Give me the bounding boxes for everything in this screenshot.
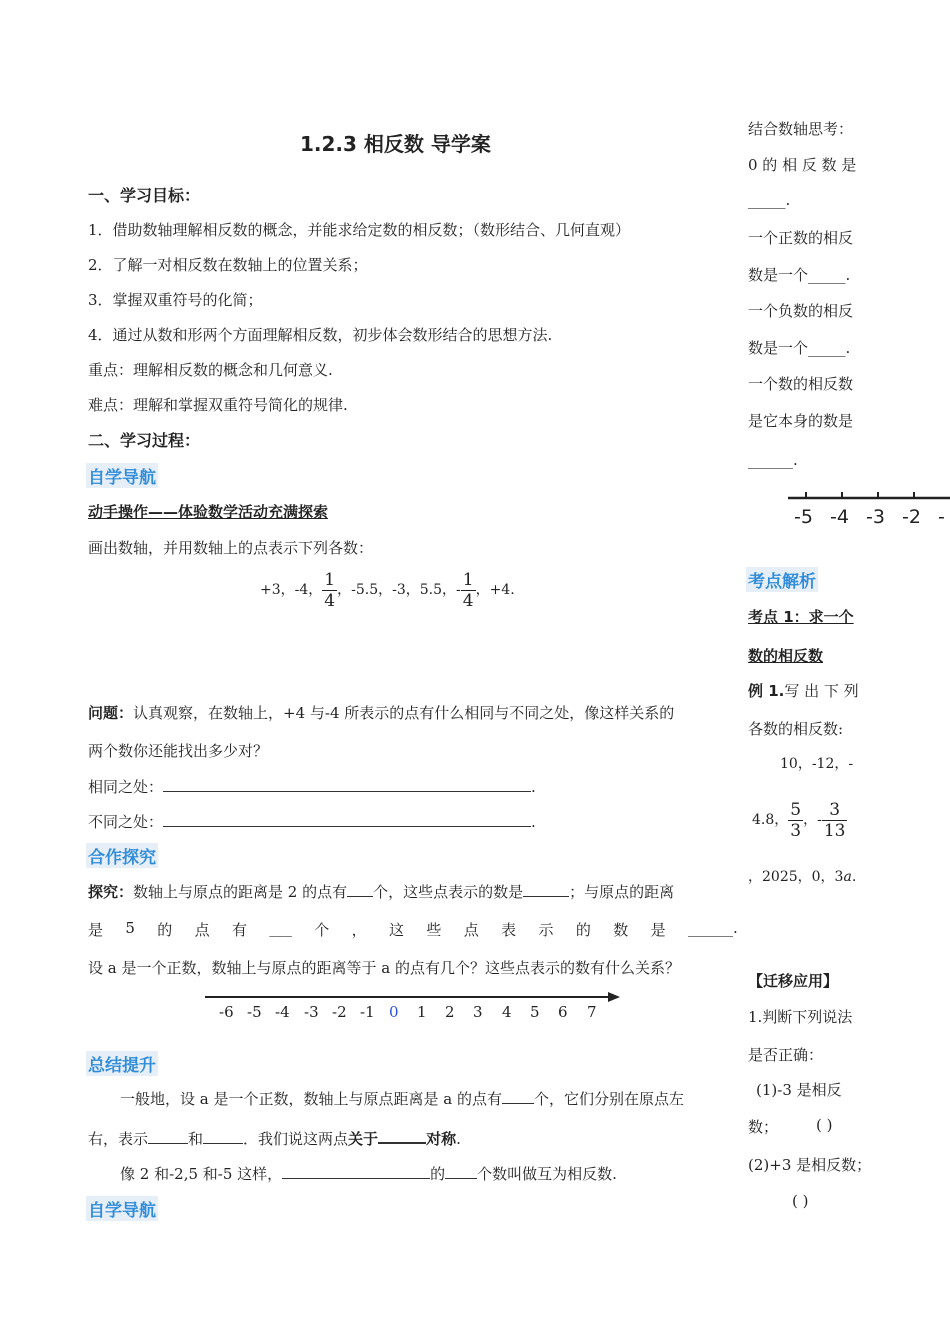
frac-a-num: 5 [790, 799, 802, 820]
kaodian-2: 数的相反数 [748, 647, 824, 665]
sidebar-pos-1: 一个正数的相反 [748, 229, 854, 247]
question-text-2: 两个数你还能找出多少对？ [88, 742, 269, 760]
example-label: 例 1. [748, 682, 785, 700]
number-axis-sidebar [785, 488, 950, 508]
numbers-part2: ，-5.5，-3，5.5，- [337, 582, 461, 598]
same-blank[interactable] [163, 777, 531, 792]
tick-label: -3 [304, 1003, 319, 1021]
summary-3c: 个数叫做互为相反数. [477, 1165, 617, 1183]
frac-a-den: 3 [790, 820, 802, 841]
sidebar-pos-2: 数是一个_____. [748, 266, 851, 284]
summary-blank-1[interactable] [502, 1089, 534, 1104]
summary-1b: 个，它们分别在原点左 [533, 1090, 684, 1108]
explore-line-2 [88, 919, 738, 940]
sidebar-tick: - [938, 506, 945, 528]
sidebar-tick: -5 [794, 506, 813, 528]
summary-3b: 的 [430, 1165, 446, 1183]
l2-w13: 的 [575, 921, 591, 939]
l2-w16: ______. [688, 919, 738, 937]
summary-blank-6[interactable] [445, 1164, 477, 1179]
transfer-heading: 【迁移应用】 [748, 972, 839, 990]
l2-w5: ___ [269, 919, 292, 937]
numbers-part1: +3，-4， [260, 582, 323, 598]
tag-exam-points: 考点解析 [746, 567, 818, 592]
l2-w4: 有 [232, 921, 248, 939]
fraction-neg-1-4 [461, 570, 476, 611]
tick-label: 1 [417, 1003, 427, 1021]
question-label: 问题： [88, 704, 134, 722]
summary-blank-4[interactable] [378, 1128, 426, 1144]
example-line-1 [748, 680, 859, 701]
diff-label: 不同之处： [88, 813, 164, 831]
tick-label: 3 [473, 1003, 483, 1021]
summary-blank-3[interactable] [203, 1129, 243, 1144]
l2-w8: 这 [389, 921, 405, 939]
axis-arrow [608, 992, 620, 1002]
tag-self-study: 自学导航 [86, 463, 158, 488]
l2-w3: 点 [194, 921, 210, 939]
item-1b: 数； [748, 1118, 779, 1136]
same-period: . [531, 778, 536, 796]
explore-text-a: 数轴上与原点的距离是 2 的点有 [133, 883, 348, 901]
activity-text: 画出数轴，并用数轴上的点表示下列各数： [88, 539, 374, 557]
vals2-a: 4.8， [752, 812, 789, 828]
item-2: (2)+3 是相反数； [748, 1156, 872, 1174]
tick-label: 5 [530, 1003, 540, 1021]
sidebar-self-1: 一个数的相反数 [748, 375, 854, 393]
summary-2f: . [456, 1130, 461, 1148]
tick-label-origin: 0 [389, 1003, 399, 1021]
sidebar-tick: -4 [830, 506, 849, 528]
summary-line-2 [88, 1128, 461, 1149]
l2-w14: 数 [613, 921, 629, 939]
l2-w12: 示 [538, 921, 554, 939]
frac-b-num: 3 [822, 800, 848, 821]
diff-blank[interactable] [163, 812, 531, 827]
tag-summary: 总结提升 [86, 1051, 158, 1076]
summary-2c: ．我们说这两点 [243, 1130, 349, 1148]
summary-2a: 右，表示 [88, 1130, 149, 1148]
tick-label: 6 [558, 1003, 568, 1021]
frac2-den: 4 [462, 590, 474, 611]
example-text-2: 各数的相反数: [748, 720, 844, 738]
example-text-1: 写 出 下 列 [784, 682, 859, 700]
sidebar-zero-line: 0 的 相 反 数 是 [748, 156, 857, 174]
judge-1: 1.判断下列说法 [748, 1008, 853, 1026]
l2-w7: ， [351, 921, 367, 939]
tag-self-study-2: 自学导航 [86, 1196, 158, 1221]
diff-period: . [531, 813, 536, 831]
summary-2b: 和 [188, 1130, 204, 1148]
difficulty: 难点：理解和掌握双重符号简化的规律. [88, 396, 348, 414]
key-point: 重点：理解相反数的概念和几何意义. [88, 361, 333, 379]
frac-b-den: 13 [823, 820, 846, 841]
explore-line-3: 设 a 是一个正数，数轴上与原点的距离等于 a 的点有几个？这些点表示的数有什么关系？ [88, 959, 680, 977]
explore-line-1 [88, 881, 674, 902]
sidebar-think: 结合数轴思考： [748, 120, 854, 138]
fraction-3-13 [822, 800, 848, 841]
diff-row [88, 811, 536, 832]
tick-label: -4 [275, 1003, 290, 1021]
item-1a: (1)-3 是相反 [756, 1081, 842, 1099]
summary-2e: 对称 [426, 1130, 457, 1148]
tick-label: -1 [360, 1003, 375, 1021]
summary-line-1 [120, 1088, 684, 1109]
l2-w9: 些 [426, 921, 442, 939]
summary-blank-5[interactable] [282, 1164, 430, 1179]
section-heading-process: 二、学习过程： [88, 431, 201, 450]
number-list [260, 568, 515, 612]
judge-2: 是否正确： [748, 1046, 824, 1064]
frac1-den: 4 [324, 590, 336, 611]
l2-w15: 是 [650, 921, 666, 939]
explore-text-c: ；与原点的距离 [569, 883, 675, 901]
vals3: ，2025，0，3 [748, 869, 844, 885]
tick-label: 7 [587, 1003, 597, 1021]
tick-label: 4 [502, 1003, 512, 1021]
frac2-num: 1 [462, 569, 474, 590]
fraction-1-4 [322, 570, 337, 611]
activity-title: 动手操作——体验数学活动充满探索 [88, 503, 329, 521]
example-values-1: 10，-12，- [780, 756, 854, 772]
vals2-b: ，- [803, 812, 822, 828]
sidebar-self-2: 是它本身的数是 [748, 412, 854, 430]
summary-2d: 关于 [348, 1130, 379, 1148]
fraction-5-3 [788, 800, 803, 841]
l2-w1: 5 [125, 919, 135, 937]
l2-w11: 表 [501, 921, 517, 939]
explore-text-b: 个，这些点表示的数是 [373, 883, 524, 901]
sidebar-tick: -3 [866, 506, 885, 528]
page-title: 1.2.3 相反数 导学案 [300, 132, 491, 156]
answer-paren-1[interactable]: ( ) [816, 1116, 833, 1134]
frac1-num: 1 [324, 569, 336, 590]
explore-blank-1[interactable] [347, 882, 373, 897]
sidebar-neg-2: 数是一个_____. [748, 339, 851, 357]
summary-3a: 像 2 和-2,5 和-5 这样， [120, 1165, 283, 1183]
answer-paren-2[interactable]: ( ) [792, 1192, 809, 1210]
vals3-end: . [851, 869, 857, 885]
numbers-part3: ，+4. [475, 582, 515, 598]
goal-4: 4．通过从数和形两个方面理解相反数，初步体会数形结合的思想方法. [88, 326, 553, 344]
question-text-1: 认真观察，在数轴上，+4 与-4 所表示的点有什么相同与不同之处，像这样关系的 [133, 704, 675, 722]
explore-blank-2[interactable] [523, 882, 569, 897]
same-label: 相同之处： [88, 778, 164, 796]
summary-blank-2[interactable] [148, 1129, 188, 1144]
sidebar-neg-1: 一个负数的相反 [748, 302, 854, 320]
tag-coop: 合作探究 [86, 843, 158, 868]
same-row [88, 776, 536, 797]
tick-label: -2 [332, 1003, 347, 1021]
sidebar-self-3: ______. [748, 451, 798, 469]
summary-line-3 [120, 1163, 617, 1184]
example-values-3 [748, 866, 856, 886]
l2-w10: 点 [463, 921, 479, 939]
kaodian-1: 考点 1：求一个 [748, 608, 854, 626]
l2-w2: 的 [157, 921, 173, 939]
explore-label: 探究： [88, 883, 134, 901]
example-values-2 [752, 798, 847, 842]
tick-label: -6 [219, 1003, 234, 1021]
sidebar-zero-end: _____. [748, 191, 791, 209]
summary-1a: 一般地，设 a 是一个正数，数轴上与原点距离是 a 的点有 [120, 1090, 502, 1108]
vals3-var: a [843, 869, 852, 885]
l2-w6: 个 [314, 921, 330, 939]
goal-1: 1．借助数轴理解相反数的概念，并能求给定数的相反数；（数形结合、几何直观） [88, 221, 631, 239]
question [88, 702, 674, 723]
tick-label: 2 [445, 1003, 455, 1021]
tick-label: -5 [247, 1003, 262, 1021]
section-heading-goals: 一、学习目标： [88, 186, 201, 205]
goal-2: 2．了解一对相反数在数轴上的位置关系； [88, 256, 368, 274]
goal-3: 3．掌握双重符号的化简； [88, 291, 263, 309]
sidebar-tick: -2 [902, 506, 921, 528]
l2-w0: 是 [88, 921, 104, 939]
